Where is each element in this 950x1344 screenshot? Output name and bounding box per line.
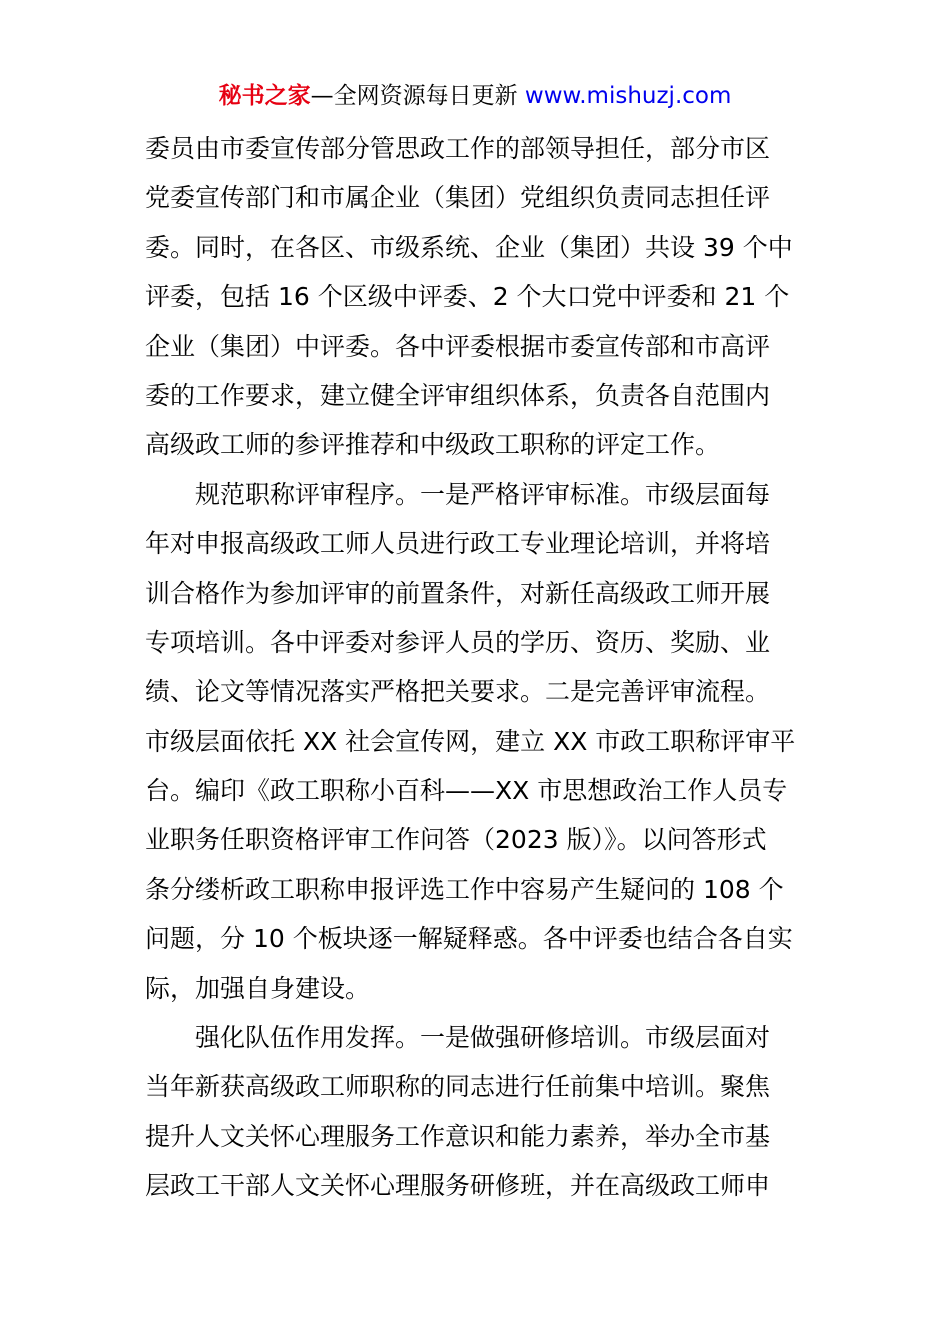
text-line: 训合格作为参加评审的前置条件，对新任高级政工师开展 (145, 578, 771, 608)
text-line: 问题，分 10 个板块逐一解疑释惑。各中评委也结合各自实 (145, 924, 793, 954)
text-line: 高级政工师的参评推荐和中级政工职称的评定工作。 (145, 430, 721, 460)
text-line: 评委，包括 16 个区级中评委、2 个大口党中评委和 21 个 (145, 282, 790, 312)
text-line: 当年新获高级政工师职称的同志进行任前集中培训。聚焦 (145, 1072, 771, 1102)
text-line: 绩、论文等情况落实严格把关要求。二是完善评审流程。 (145, 677, 771, 707)
text-line: 委的工作要求，建立健全评审组织体系，负责各自范围内 (145, 380, 771, 410)
text-line: 层政工干部人文关怀心理服务研修班，并在高级政工师申 (145, 1171, 771, 1201)
text-line: 际，加强自身建设。 (145, 973, 371, 1003)
text-line: 提升人文关怀心理服务工作意识和能力素养，举办全市基 (145, 1121, 771, 1151)
paragraph-heading-line: 强化队伍作用发挥。一是做强研修培训。市级层面对 (195, 1023, 771, 1053)
page-header (0, 80, 950, 112)
text-line: 年对申报高级政工师人员进行政工专业理论培训，并将培 (145, 529, 771, 559)
site-link[interactable]: www.mishuzj.com (524, 83, 732, 109)
text-line: 专项培训。各中评委对参评人员的学历、资历、奖励、业 (145, 627, 771, 657)
text-line: 党委宣传部门和市属企业（集团）党组织负责同志担任评 (145, 183, 771, 213)
text-line: 企业（集团）中评委。各中评委根据市委宣传部和市高评 (145, 331, 771, 361)
paragraph-heading-line: 规范职称评审程序。一是严格评审标准。市级层面每 (195, 479, 771, 509)
text-line: 委。同时，在各区、市级系统、企业（集团）共设 39 个中 (145, 232, 793, 262)
text-line: 委员由市委宣传部分管思政工作的部领导担任，部分市区 (145, 134, 771, 163)
brand-name: 秘书之家 (218, 83, 311, 109)
text-line: 条分缕析政工职称申报评选工作中容易产生疑问的 108 个 (145, 874, 784, 904)
document-body (145, 124, 807, 1211)
text-line: 台。编印《政工职称小百科——XX 市思想政治工作人员专 (145, 776, 788, 806)
text-line: 市级层面依托 XX 社会宣传网，建立 XX 市政工职称评审平 (145, 726, 796, 756)
text-line: 业职务任职资格评审工作问答（2023 版）》。以问答形式 (145, 825, 767, 855)
header-tagline: —全网资源每日更新 (310, 83, 518, 109)
